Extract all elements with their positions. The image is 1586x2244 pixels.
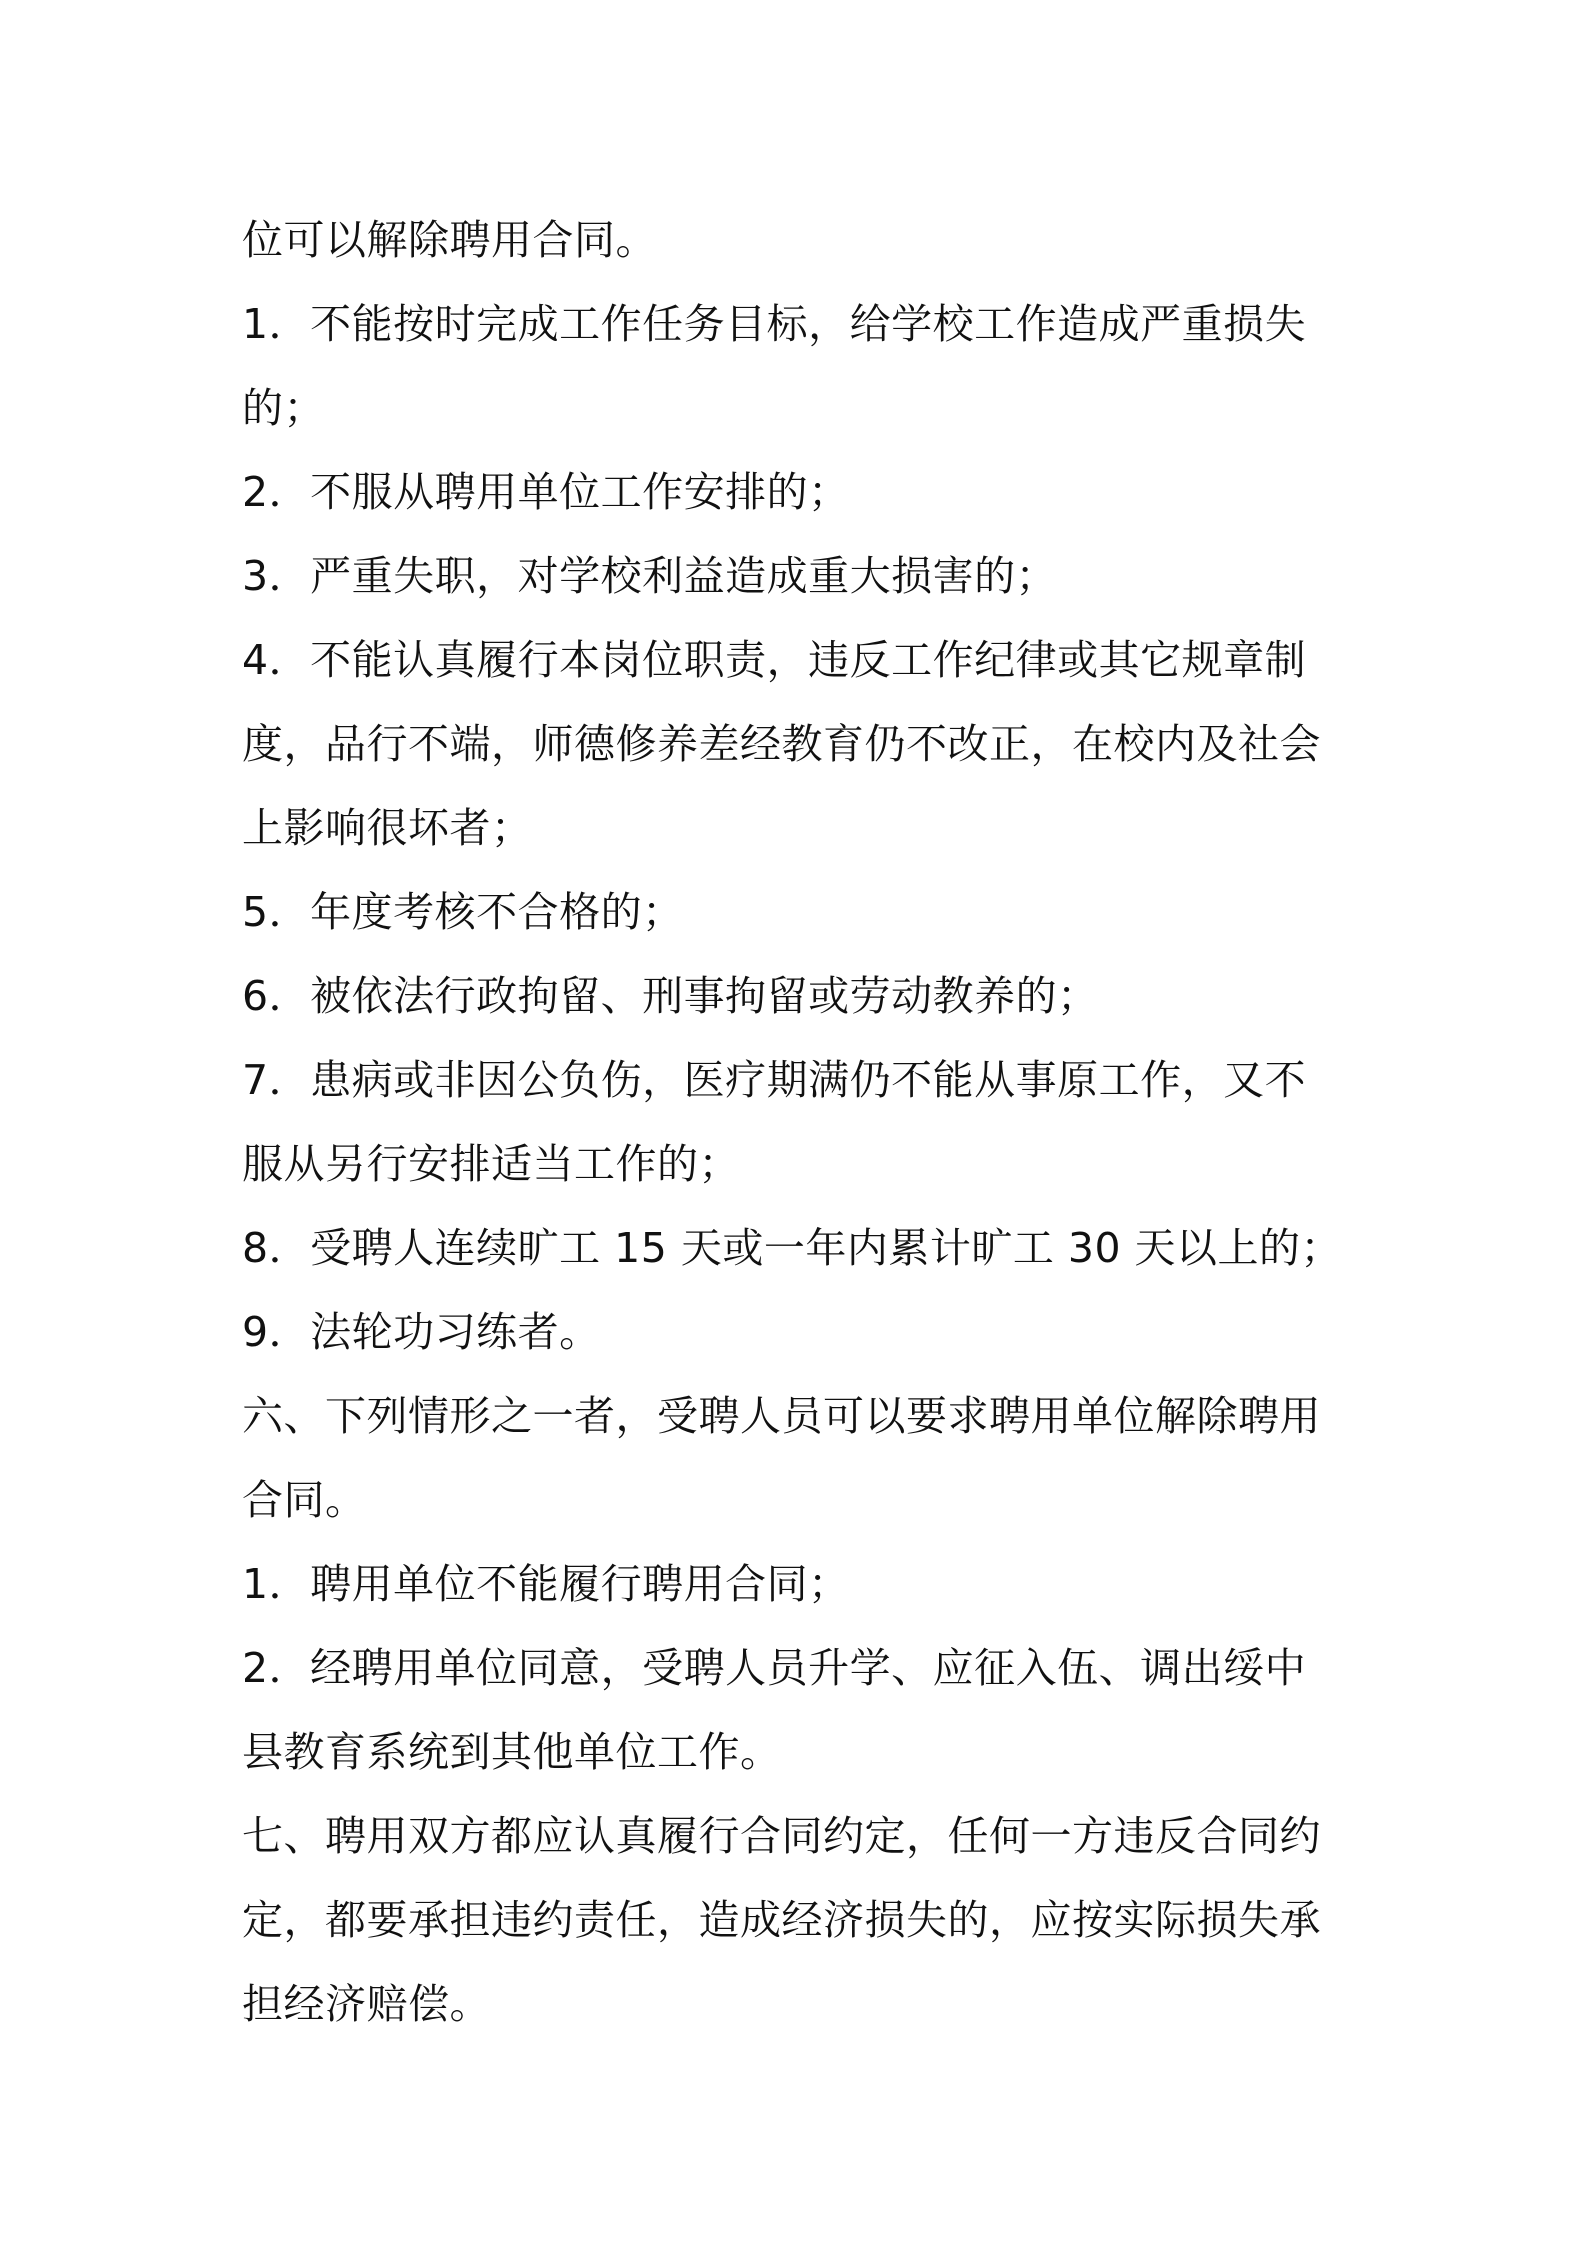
text-line: 1．聘用单位不能履行聘用合同；	[242, 1560, 850, 1608]
text-line: 的；	[242, 384, 325, 432]
text-line: 担经济赔偿。	[242, 1980, 491, 2028]
text-line: 度，品行不端，师德修养差经教育仍不改正，在校内及社会	[242, 720, 1321, 768]
text-line: 2．经聘用单位同意，受聘人员升学、应征入伍、调出绥中	[242, 1644, 1307, 1692]
text-line: 3．严重失职，对学校利益造成重大损害的；	[242, 552, 1058, 600]
text-line: 1．不能按时完成工作任务目标，给学校工作造成严重损失	[242, 300, 1307, 348]
text-line: 2．不服从聘用单位工作安排的；	[242, 468, 850, 516]
text-line: 七、聘用双方都应认真履行合同约定，任何一方违反合同约	[242, 1812, 1321, 1860]
text-line: 8．受聘人连续旷工 15 天或一年内累计旷工 30 天以上的；	[242, 1224, 1343, 1272]
text-line: 合同。	[242, 1476, 367, 1524]
text-line: 定，都要承担违约责任，造成经济损失的，应按实际损失承	[242, 1896, 1321, 1944]
text-line: 位可以解除聘用合同。	[242, 216, 657, 264]
text-line: 上影响很坏者；	[242, 804, 533, 852]
document-body	[242, 198, 1362, 2046]
text-line: 9．法轮功习练者。	[242, 1308, 601, 1356]
text-line: 六、下列情形之一者，受聘人员可以要求聘用单位解除聘用	[242, 1392, 1321, 1440]
text-line: 县教育系统到其他单位工作。	[242, 1728, 782, 1776]
text-line: 服从另行安排适当工作的；	[242, 1140, 740, 1188]
text-line: 7．患病或非因公负伤，医疗期满仍不能从事原工作，又不	[242, 1056, 1307, 1104]
text-line: 4．不能认真履行本岗位职责，违反工作纪律或其它规章制	[242, 636, 1307, 684]
text-line: 5．年度考核不合格的；	[242, 888, 684, 936]
text-line: 6．被依法行政拘留、刑事拘留或劳动教养的；	[242, 972, 1099, 1020]
